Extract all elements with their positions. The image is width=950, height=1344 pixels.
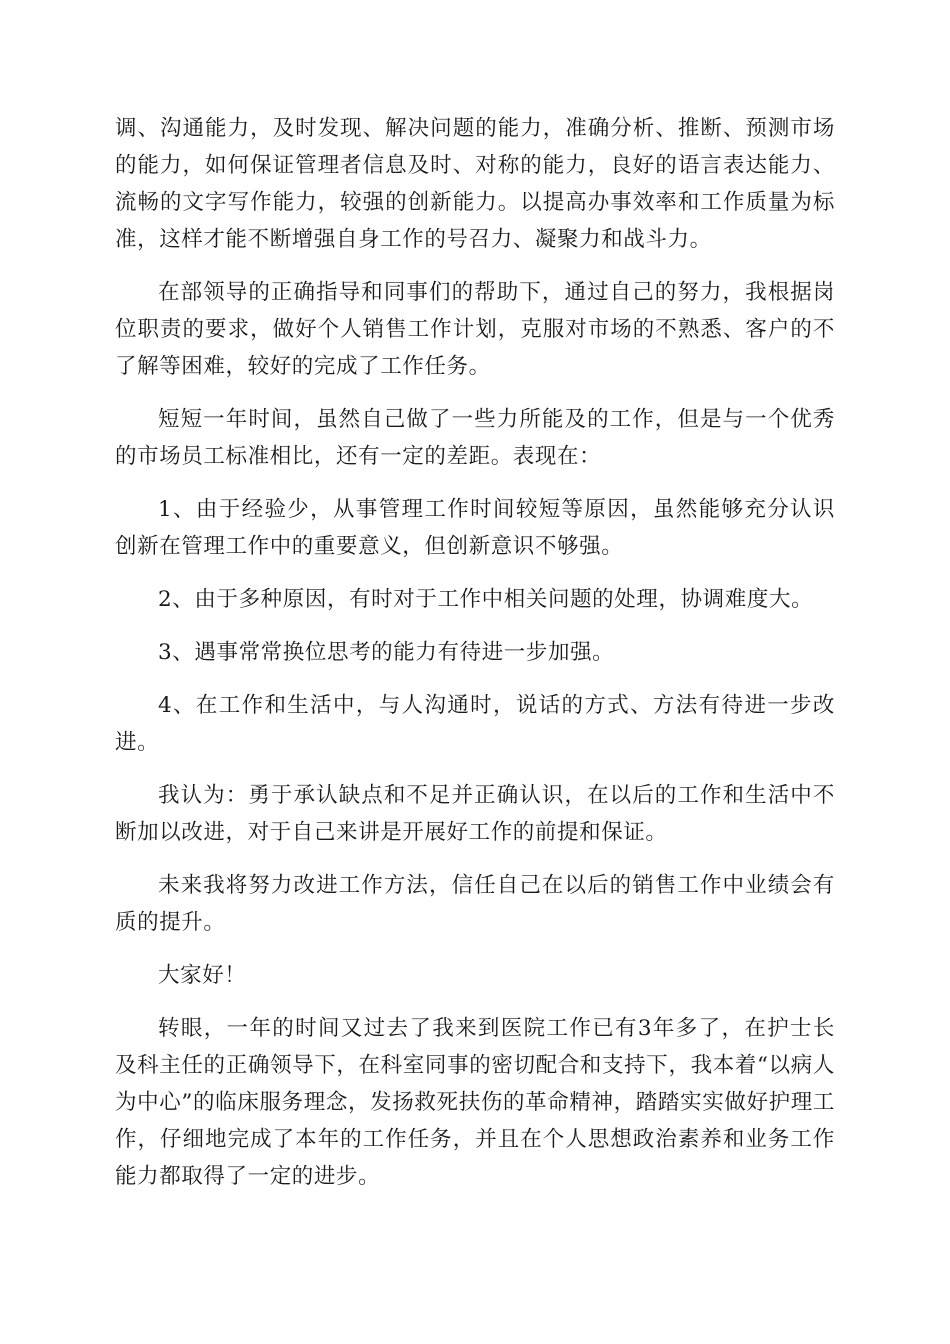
paragraph: 短短一年时间，虽然自己做了一些力所能及的工作，但是与一个优秀的市场员工标准相比，还有一定的差距。表现在： xyxy=(115,407,835,469)
paragraph: 在部领导的正确指导和同事们的帮助下，通过自己的努力，我根据岗位职责的要求，做好个人销售工作计划，克服对市场的不熟悉、客户的不了解等困难，较好的完成了工作任务。 xyxy=(115,280,835,379)
greeting: 大家好！ xyxy=(158,963,247,988)
paragraph: 我认为：勇于承认缺点和不足并正确认识，在以后的工作和生活中不断加以改进，对于自己来讲是开展好工作的前提和保证。 xyxy=(115,783,835,845)
list-item: 2、由于多种原因，有时对于工作中相关问题的处理，协调难度大。 xyxy=(158,587,814,612)
list-item: 1、由于经验少，从事管理工作时间较短等原因，虽然能够充分认识创新在管理工作中的重要意义，但创新意识不够强。 xyxy=(115,497,835,559)
list-item: 3、遇事常常换位思考的能力有待进一步加强。 xyxy=(158,640,615,665)
paragraph-continuation: 调、沟通能力，及时发现、解决问题的能力，准确分析、推断、预测市场的能力，如何保证管理者信息及时、对称的能力，良好的语言表达能力、流畅的文字写作能力，较强的创新能力。以提高办事效率和工作质量为标准，这样才能不断增强自身工作的号召力、凝聚力和战斗力。 xyxy=(115,116,835,252)
list-item: 4、在工作和生活中，与人沟通时，说话的方式、方法有待进一步改进。 xyxy=(115,693,835,755)
paragraph: 转眼，一年的时间又过去了我来到医院工作已有3年多了，在护士长及科主任的正确领导下，在科室同事的密切配合和支持下，我本着“以病人为中心”的临床服务理念，发扬救死扶伤的革命精神，踏踏实实做好护理工作，仔细地完成了本年的工作任务，并且在个人思想政治素养和业务工作能力都取得了一定的进步。 xyxy=(115,1016,835,1189)
paragraph: 未来我将努力改进工作方法，信任自己在以后的销售工作中业绩会有质的提升。 xyxy=(115,873,835,935)
document-body xyxy=(115,110,835,1211)
